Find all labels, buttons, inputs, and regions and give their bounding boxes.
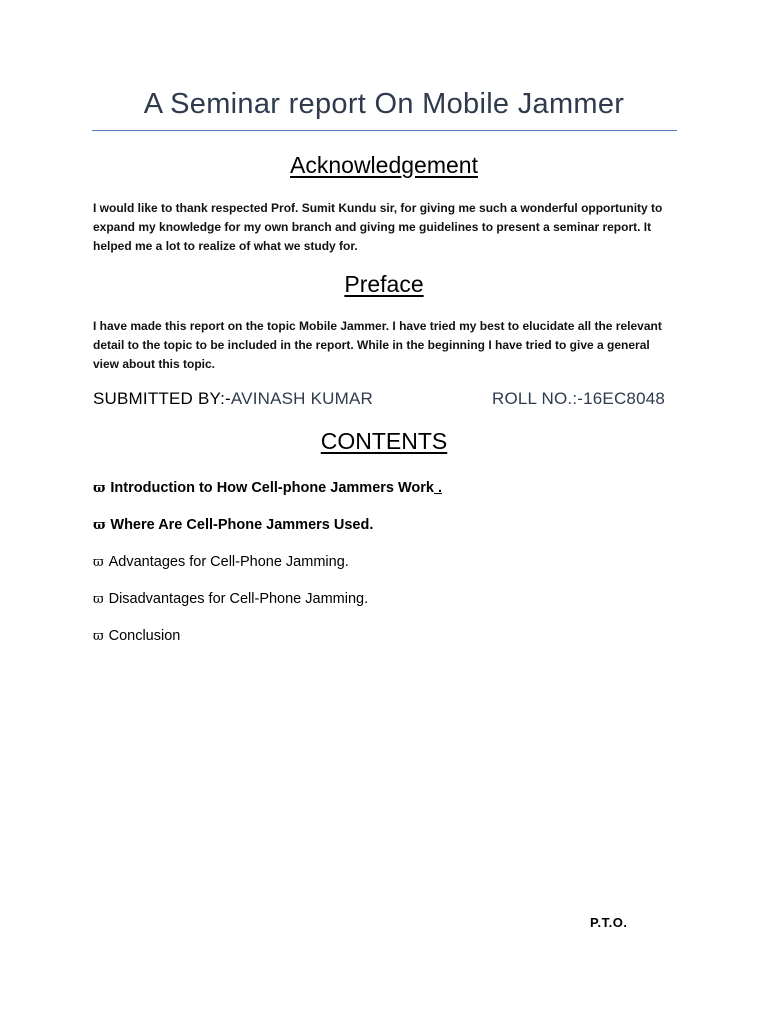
bullet-symbol: ϖ [93,481,106,496]
roll-number-label: ROLL NO.:- [492,389,584,408]
acknowledgement-heading: Acknowledgement [290,152,478,178]
pto-note: P.T.O. [590,915,628,930]
title-underline-rule [92,130,677,131]
submitted-by [93,389,373,409]
contents-item-text: Where Are Cell-Phone Jammers Used. [110,517,374,533]
roll-number [492,389,665,409]
submitted-by-name: AVINASH KUMAR [230,389,373,408]
contents-item-text: Disadvantages for Cell-Phone Jamming. [108,591,369,607]
contents-item [93,552,442,589]
contents-item [93,626,442,663]
contents-item-text: Advantages for Cell-Phone Jamming. [108,554,349,570]
contents-item [93,589,442,626]
bullet-symbol: ϖ [93,629,104,644]
preface-heading: Preface [344,271,424,297]
roll-number-value: 16EC8048 [583,389,666,408]
bullet-symbol: ϖ [93,518,106,533]
document-title: A Seminar report On Mobile Jammer [143,88,625,120]
acknowledgement-paragraph: I would like to thank respected Prof. Sumit Kundu sir, for giving me such a wonderful opportunity to expand my knowledge for my own branch and giving me guidelines to present a seminar report. It helped me a lot to realize of what we study for. [93,201,663,253]
contents-list [93,478,442,663]
contents-item [93,515,442,552]
bullet-symbol: ϖ [93,592,104,607]
contents-item [93,478,442,515]
submitted-by-label: SUBMITTED BY:- [93,389,231,408]
contents-heading: CONTENTS [320,428,448,454]
contents-item-text: Conclusion [108,628,181,644]
contents-item-text: Introduction to How Cell-phone Jammers Work [110,480,434,496]
preface-paragraph: I have made this report on the topic Mobile Jammer. I have tried my best to elucidate all the relevant detail to the topic to be included in the report. While in the beginning I have tried to give a general view about this topic. [93,319,662,371]
contents-item-trailing-mark: . [433,480,443,496]
bullet-symbol: ϖ [93,555,104,570]
